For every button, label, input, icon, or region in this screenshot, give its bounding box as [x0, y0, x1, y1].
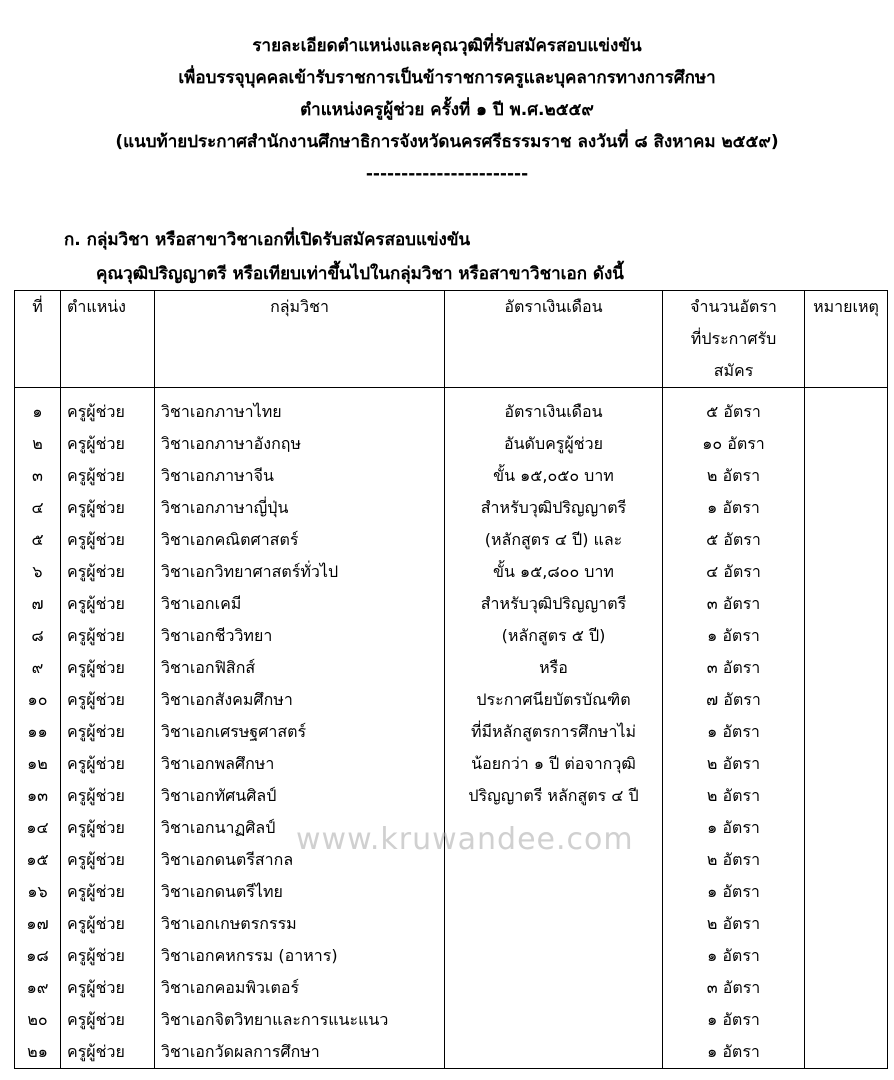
- title-line-4: (แนบท้ายประกาศสำนักงานศึกษาธิการจังหวัดนครศรีธรรมราช ลงวันที่ ๘ สิงหาคม ๒๕๕๙): [115, 132, 779, 152]
- table-row: [15, 620, 888, 652]
- row-note: [805, 460, 888, 492]
- row-count: ๑ อัตรา: [663, 620, 805, 652]
- row-salary: อัตราเงินเดือน: [445, 388, 663, 429]
- row-subject: วิชาเอกเกษตรกรรม: [155, 908, 445, 940]
- row-note: [805, 588, 888, 620]
- table-row: [15, 684, 888, 716]
- table-row: [15, 428, 888, 460]
- row-number: ๙: [15, 652, 61, 684]
- title-line-3: ตำแหน่งครูผู้ช่วย ครั้งที่ ๑ ปี พ.ศ.๒๕๕๙: [300, 100, 594, 120]
- row-subject: วิชาเอกคอมพิวเตอร์: [155, 972, 445, 1004]
- row-salary: ปริญญาตรี หลักสูตร ๔ ปี: [445, 780, 663, 812]
- row-number: ๖: [15, 556, 61, 588]
- row-position: ครูผู้ช่วย: [61, 556, 155, 588]
- row-position: ครูผู้ช่วย: [61, 388, 155, 429]
- row-note: [805, 780, 888, 812]
- row-position: ครูผู้ช่วย: [61, 492, 155, 524]
- row-subject: วิชาเอกวิทยาศาสตร์ทั่วไป: [155, 556, 445, 588]
- row-number: ๑๒: [15, 748, 61, 780]
- row-number: ๑๔: [15, 812, 61, 844]
- row-note: [805, 876, 888, 908]
- row-note: [805, 388, 888, 429]
- row-salary: สำหรับวุฒิปริญญาตรี: [445, 588, 663, 620]
- row-salary: [445, 972, 663, 1004]
- row-note: [805, 524, 888, 556]
- row-count: ๗ อัตรา: [663, 684, 805, 716]
- row-count: ๒ อัตรา: [663, 780, 805, 812]
- row-number: ๑๑: [15, 716, 61, 748]
- row-salary: [445, 908, 663, 940]
- row-note: [805, 556, 888, 588]
- row-salary: น้อยกว่า ๑ ปี ต่อจากวุฒิ: [445, 748, 663, 780]
- table-row: [15, 1004, 888, 1036]
- title-line-2: เพื่อบรรจุบุคคลเข้ารับราชการเป็นข้าราชการครูและบุคลากรทางการศึกษา: [178, 68, 716, 88]
- row-subject: วิชาเอกภาษาไทย: [155, 388, 445, 429]
- table-row: [15, 940, 888, 972]
- row-note: [805, 908, 888, 940]
- row-note: [805, 716, 888, 748]
- header-subject: กลุ่มวิชา: [155, 291, 445, 388]
- row-subject: วิชาเอกภาษาญี่ปุ่น: [155, 492, 445, 524]
- row-position: ครูผู้ช่วย: [61, 940, 155, 972]
- row-number: ๑๓: [15, 780, 61, 812]
- row-position: ครูผู้ช่วย: [61, 1004, 155, 1036]
- row-number: ๒๐: [15, 1004, 61, 1036]
- row-note: [805, 652, 888, 684]
- row-subject: วิชาเอกฟิสิกส์: [155, 652, 445, 684]
- row-position: ครูผู้ช่วย: [61, 812, 155, 844]
- row-note: [805, 1036, 888, 1069]
- row-note: [805, 428, 888, 460]
- table-header-row: [15, 291, 888, 388]
- row-subject: วิชาเอกดนตรีไทย: [155, 876, 445, 908]
- row-salary: (หลักสูตร ๕ ปี): [445, 620, 663, 652]
- table-row: [15, 492, 888, 524]
- table-row: [15, 876, 888, 908]
- row-count: ๓ อัตรา: [663, 972, 805, 1004]
- table-row: [15, 524, 888, 556]
- row-count: ๑ อัตรา: [663, 1036, 805, 1069]
- table-row: [15, 908, 888, 940]
- row-count: ๓ อัตรา: [663, 588, 805, 620]
- row-count: ๒ อัตรา: [663, 748, 805, 780]
- row-position: ครูผู้ช่วย: [61, 524, 155, 556]
- row-count: ๑๐ อัตรา: [663, 428, 805, 460]
- row-number: ๑๕: [15, 844, 61, 876]
- row-salary: ขั้น ๑๕,๘๐๐ บาท: [445, 556, 663, 588]
- row-subject: วิชาเอกพลศึกษา: [155, 748, 445, 780]
- row-position: ครูผู้ช่วย: [61, 652, 155, 684]
- positions-table: [14, 290, 888, 1069]
- row-subject: วิชาเอกสังคมศึกษา: [155, 684, 445, 716]
- row-subject: วิชาเอกนาฏศิลป์: [155, 812, 445, 844]
- row-position: ครูผู้ช่วย: [61, 780, 155, 812]
- row-number: ๒๑: [15, 1036, 61, 1069]
- row-position: ครูผู้ช่วย: [61, 748, 155, 780]
- row-count: ๑ อัตรา: [663, 492, 805, 524]
- title-line-1: รายละเอียดตำแหน่งและคุณวุฒิที่รับสมัครสอบแข่งขัน: [252, 36, 642, 56]
- row-subject: วิชาเอกภาษาอังกฤษ: [155, 428, 445, 460]
- row-number: ๑๐: [15, 684, 61, 716]
- row-note: [805, 748, 888, 780]
- row-count: ๑ อัตรา: [663, 1004, 805, 1036]
- row-count: ๕ อัตรา: [663, 524, 805, 556]
- row-count: ๑ อัตรา: [663, 876, 805, 908]
- row-salary: [445, 1004, 663, 1036]
- row-salary: หรือ: [445, 652, 663, 684]
- row-salary: (หลักสูตร ๔ ปี) และ: [445, 524, 663, 556]
- row-salary: [445, 1036, 663, 1069]
- row-number: ๕: [15, 524, 61, 556]
- row-note: [805, 492, 888, 524]
- header-count-line-1: จำนวนอัตรา: [690, 297, 777, 316]
- row-subject: วิชาเอกคณิตศาสตร์: [155, 524, 445, 556]
- row-salary: [445, 876, 663, 908]
- row-position: ครูผู้ช่วย: [61, 844, 155, 876]
- row-position: ครูผู้ช่วย: [61, 460, 155, 492]
- row-number: ๑๙: [15, 972, 61, 1004]
- header-note: หมายเหตุ: [805, 291, 888, 388]
- row-salary: [445, 940, 663, 972]
- header-count-line-3: สมัคร: [713, 361, 754, 380]
- row-subject: วิชาเอกจิตวิทยาและการแนะแนว: [155, 1004, 445, 1036]
- row-number: ๒: [15, 428, 61, 460]
- row-salary: อันดับครูผู้ช่วย: [445, 428, 663, 460]
- row-salary: ขั้น ๑๕,๐๕๐ บาท: [445, 460, 663, 492]
- row-position: ครูผู้ช่วย: [61, 972, 155, 1004]
- header-no: ที่: [15, 291, 61, 388]
- row-count: ๒ อัตรา: [663, 460, 805, 492]
- row-count: ๒ อัตรา: [663, 844, 805, 876]
- row-subject: วิชาเอกชีววิทยา: [155, 620, 445, 652]
- row-number: ๘: [15, 620, 61, 652]
- row-number: ๑๖: [15, 876, 61, 908]
- row-count: ๑ อัตรา: [663, 812, 805, 844]
- row-subject: วิชาเอกภาษาจีน: [155, 460, 445, 492]
- row-number: ๗: [15, 588, 61, 620]
- table-row: [15, 388, 888, 429]
- row-position: ครูผู้ช่วย: [61, 428, 155, 460]
- row-salary: สำหรับวุฒิปริญญาตรี: [445, 492, 663, 524]
- row-subject: วิชาเอกเศรษฐศาสตร์: [155, 716, 445, 748]
- row-subject: วิชาเอกวัดผลการศึกษา: [155, 1036, 445, 1069]
- row-salary: ที่มีหลักสูตรการศึกษาไม่: [445, 716, 663, 748]
- table-row: [15, 1036, 888, 1069]
- header-count-line-2: ที่ประกาศรับ: [690, 329, 777, 348]
- row-number: ๑: [15, 388, 61, 429]
- table-row: [15, 460, 888, 492]
- row-subject: วิชาเอกเคมี: [155, 588, 445, 620]
- row-note: [805, 1004, 888, 1036]
- row-position: ครูผู้ช่วย: [61, 588, 155, 620]
- row-note: [805, 812, 888, 844]
- header-position: ตำแหน่ง: [61, 291, 155, 388]
- row-subject: วิชาเอกทัศนศิลป์: [155, 780, 445, 812]
- row-number: ๑๘: [15, 940, 61, 972]
- header-salary: อัตราเงินเดือน: [445, 291, 663, 388]
- row-position: ครูผู้ช่วย: [61, 908, 155, 940]
- row-count: ๑ อัตรา: [663, 940, 805, 972]
- row-number: ๑๗: [15, 908, 61, 940]
- row-position: ครูผู้ช่วย: [61, 716, 155, 748]
- row-subject: วิชาเอกดนตรีสากล: [155, 844, 445, 876]
- table-row: [15, 716, 888, 748]
- row-count: ๔ อัตรา: [663, 556, 805, 588]
- table-row: [15, 652, 888, 684]
- row-note: [805, 684, 888, 716]
- row-position: ครูผู้ช่วย: [61, 876, 155, 908]
- row-count: ๑ อัตรา: [663, 716, 805, 748]
- row-position: ครูผู้ช่วย: [61, 1036, 155, 1069]
- table-row: [15, 780, 888, 812]
- row-number: ๓: [15, 460, 61, 492]
- watermark: www.kruwandee.com: [296, 822, 634, 857]
- table-row: [15, 556, 888, 588]
- row-position: ครูผู้ช่วย: [61, 684, 155, 716]
- row-number: ๔: [15, 492, 61, 524]
- row-count: ๕ อัตรา: [663, 388, 805, 429]
- table-row: [15, 972, 888, 1004]
- row-note: [805, 844, 888, 876]
- row-position: ครูผู้ช่วย: [61, 620, 155, 652]
- section-subheading: คุณวุฒิปริญญาตรี หรือเทียบเท่าขึ้นไปในกลุ่มวิชา หรือสาขาวิชาเอก ดังนี้: [96, 264, 624, 284]
- row-note: [805, 940, 888, 972]
- table-row: [15, 748, 888, 780]
- section-heading: ก. กลุ่มวิชา หรือสาขาวิชาเอกที่เปิดรับสมัครสอบแข่งขัน: [64, 230, 471, 250]
- row-note: [805, 620, 888, 652]
- title-divider: -----------------------: [365, 164, 529, 184]
- row-subject: วิชาเอกคหกรรม (อาหาร): [155, 940, 445, 972]
- header-count: [663, 291, 805, 388]
- row-count: ๒ อัตรา: [663, 908, 805, 940]
- row-count: ๓ อัตรา: [663, 652, 805, 684]
- table-row: [15, 588, 888, 620]
- row-note: [805, 972, 888, 1004]
- row-salary: ประกาศนียบัตรบัณฑิต: [445, 684, 663, 716]
